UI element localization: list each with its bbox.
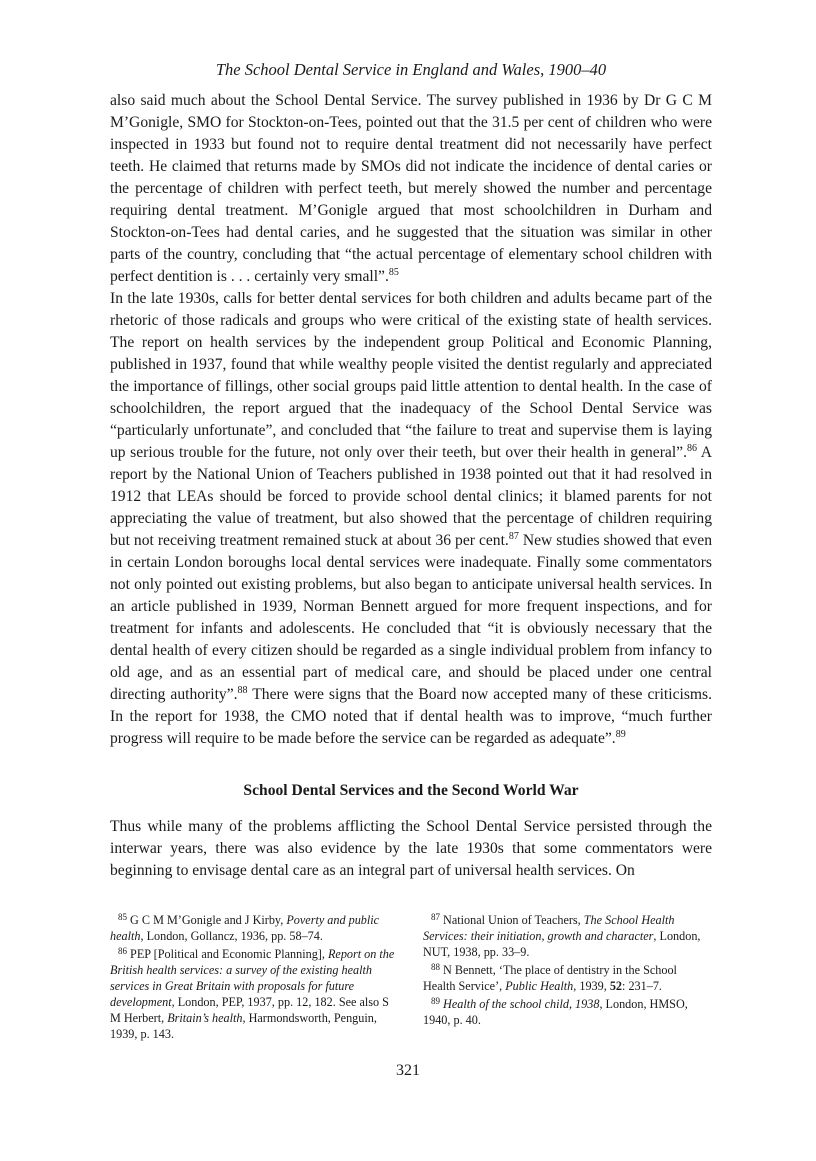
paragraph-text: New studies showed that even in certain London boroughs local dental services were inadequate. Finally some commentators not only pointed out existing problems, but also began to anticipate universal health services. In an article published in 1939, Norman Bennett argued for more frequent inspections, and for treatment for infants and adolescents. He concluded that “it is obviously necessary that the dental health of every citizen should be regarded as a single individual problem from infancy to old age, and as an essential part of medical care, and should be placed under one central directing authority”. [110, 532, 712, 703]
footnote-ref[interactable]: 87 [508, 531, 519, 542]
body-text [110, 90, 712, 882]
paragraph [110, 816, 712, 882]
paragraph-text: There were signs that the Board now accepted many of these criticisms. In the report for 1938, the CMO noted that if dental health was to improve, “much further progress will require to be made before the service can be regarded as adequate”. [110, 686, 712, 747]
footnote-89: $^{89}$ Health of the school child, 1938, London, HMSO, 1940, p. 40. [423, 996, 688, 1027]
page-number: 321 [396, 1062, 420, 1079]
footnote-88: $^{88}$ N Bennett, ‘The place of dentistry in the School Health Service’, Public Health, 1939, 52: 231–7. [423, 962, 677, 993]
footnote-ref[interactable]: 85 [388, 267, 399, 278]
footnote-ref[interactable]: 88 [237, 685, 248, 696]
footnote-ref[interactable]: 86 [687, 443, 697, 454]
paragraph-text: also said much about the School Dental Service. The survey published in 1936 by Dr G C M M’Gonigle, SMO for Stockton-on-Tees, pointed out that the 31.5 per cent of children who were inspected in 1933 but found not to require dental treatment did not necessarily have perfect teeth. He claimed that returns made by SMOs did not indicate the incidence of dental caries or the percentage of children with perfect teeth, but merely showed the number and percentage requiring dental treatment. M’Gonigle argued that most schoolchildren in Durham and Stockton-on-Tees had dental caries, and he suggested that the situation was similar in other parts of the country, concluding that “the actual percentage of elementary school children with perfect dentition is . . . certainly very small”. [110, 92, 712, 285]
footnote-87: $^{87}$ National Union of Teachers, The School Health Services: their initiation, growth and character, London, NUT, 1938, pp. 33–9. [423, 912, 701, 959]
footnote-column-left [110, 912, 399, 1044]
footnote-85: $^{85}$ G C M M’Gonigle and J Kirby, Poverty and public health, London, Gollancz, 1936, pp. 58–74. [110, 912, 380, 943]
running-title: The School Dental Service in England and Wales, 1900–40 [215, 60, 607, 79]
paragraph [110, 90, 712, 288]
paragraph-text: In the late 1930s, calls for better dental services for both children and adults became part of the rhetoric of those radicals and groups who were critical of the existing state of health services. The report on health services by the independent group Political and Economic Planning, published in 1937, found that while wealthy people visited the dentist regularly and appreciated the importance of fillings, other social groups paid little attention to dental health. In the case of schoolchildren, the report argued that the inadequacy of the School Dental Service was “particularly unfortunate”, and concluded that “the failure to treat and supervise them is laying up serious trouble for the future, not only over their teeth, but over their health in general”. [110, 290, 712, 461]
section-heading: School Dental Services and the Second World War [243, 782, 579, 799]
paragraph [110, 288, 712, 750]
footnotes [110, 912, 712, 1044]
paragraph-text: Thus while many of the problems afflicting the School Dental Service persisted through the interwar years, there was also evidence by the late 1930s that some commentators were beginning to envisage dental care as an integral part of universal health services. On [110, 818, 712, 879]
footnote-column-right [423, 912, 712, 1044]
page [110, 60, 712, 1044]
footnote-86: $^{86}$ PEP [Political and Economic Planning], Report on the British health services: a survey of the existing health services in Great Britain with proposals for future development, London, PEP, 1937, pp. 12, 182. See also S M Herbert, Britain’s health, Harmondsworth, Penguin, 1939, p. 143. [110, 946, 395, 1041]
footnote-ref[interactable]: 89 [615, 729, 626, 740]
paragraph-text: A report by the National Union of Teachers published in 1938 pointed out that it had resolved in 1912 that LEAs should be forced to provide school dental clinics; it blamed parents for not appreciating the value of treatment, but also showed that the percentage of children requiring but not receiving treatment remained stuck at about 36 per cent. [110, 444, 712, 549]
